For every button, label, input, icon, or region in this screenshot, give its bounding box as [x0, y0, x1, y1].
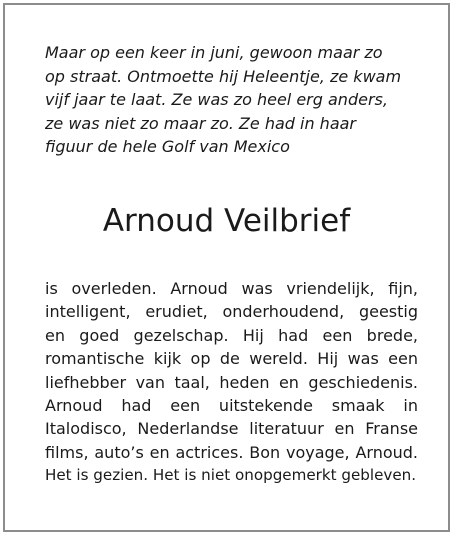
quote-line: figuur de hele Golf van Mexico: [45, 137, 290, 156]
body-line: Italodisco, Nederlandse literatuur en Franse: [45, 419, 418, 439]
death-notice: [3, 3, 450, 532]
body-line: films, auto’s en actrices. Bon voyage, Arnoud.: [45, 442, 418, 462]
quote-line: op straat. Ontmoette hij Heleentje, ze kwam: [45, 66, 402, 86]
quote-text: [45, 41, 425, 159]
body-line: Arnoud had een uitstekende smaak in: [45, 396, 418, 416]
body-line: en goed gezelschap. Hij had een brede,: [45, 325, 418, 345]
quote-line: ze was niet zo maar zo. Ze had in haar: [45, 113, 356, 133]
body-line: liefhebber van taal, heden en geschiedenis.: [45, 372, 418, 392]
quote-line: Maar op een keer in juni, gewoon maar zo: [45, 43, 383, 62]
body-line: romantische kijk op de wereld. Hij was een: [45, 349, 418, 369]
notice-body: [45, 277, 418, 488]
body-line: intelligent, erudiet, onderhoudend, geestig: [45, 302, 418, 322]
quote-line: vijf jaar te laat. Ze was zo heel erg anders,: [45, 90, 388, 109]
deceased-name: Arnoud Veilbrief: [102, 203, 351, 239]
body-line: Het is gezien. Het is niet onopgemerkt gebleven.: [45, 466, 417, 485]
body-line: is overleden. Arnoud was vriendelijk, fijn,: [45, 279, 418, 298]
